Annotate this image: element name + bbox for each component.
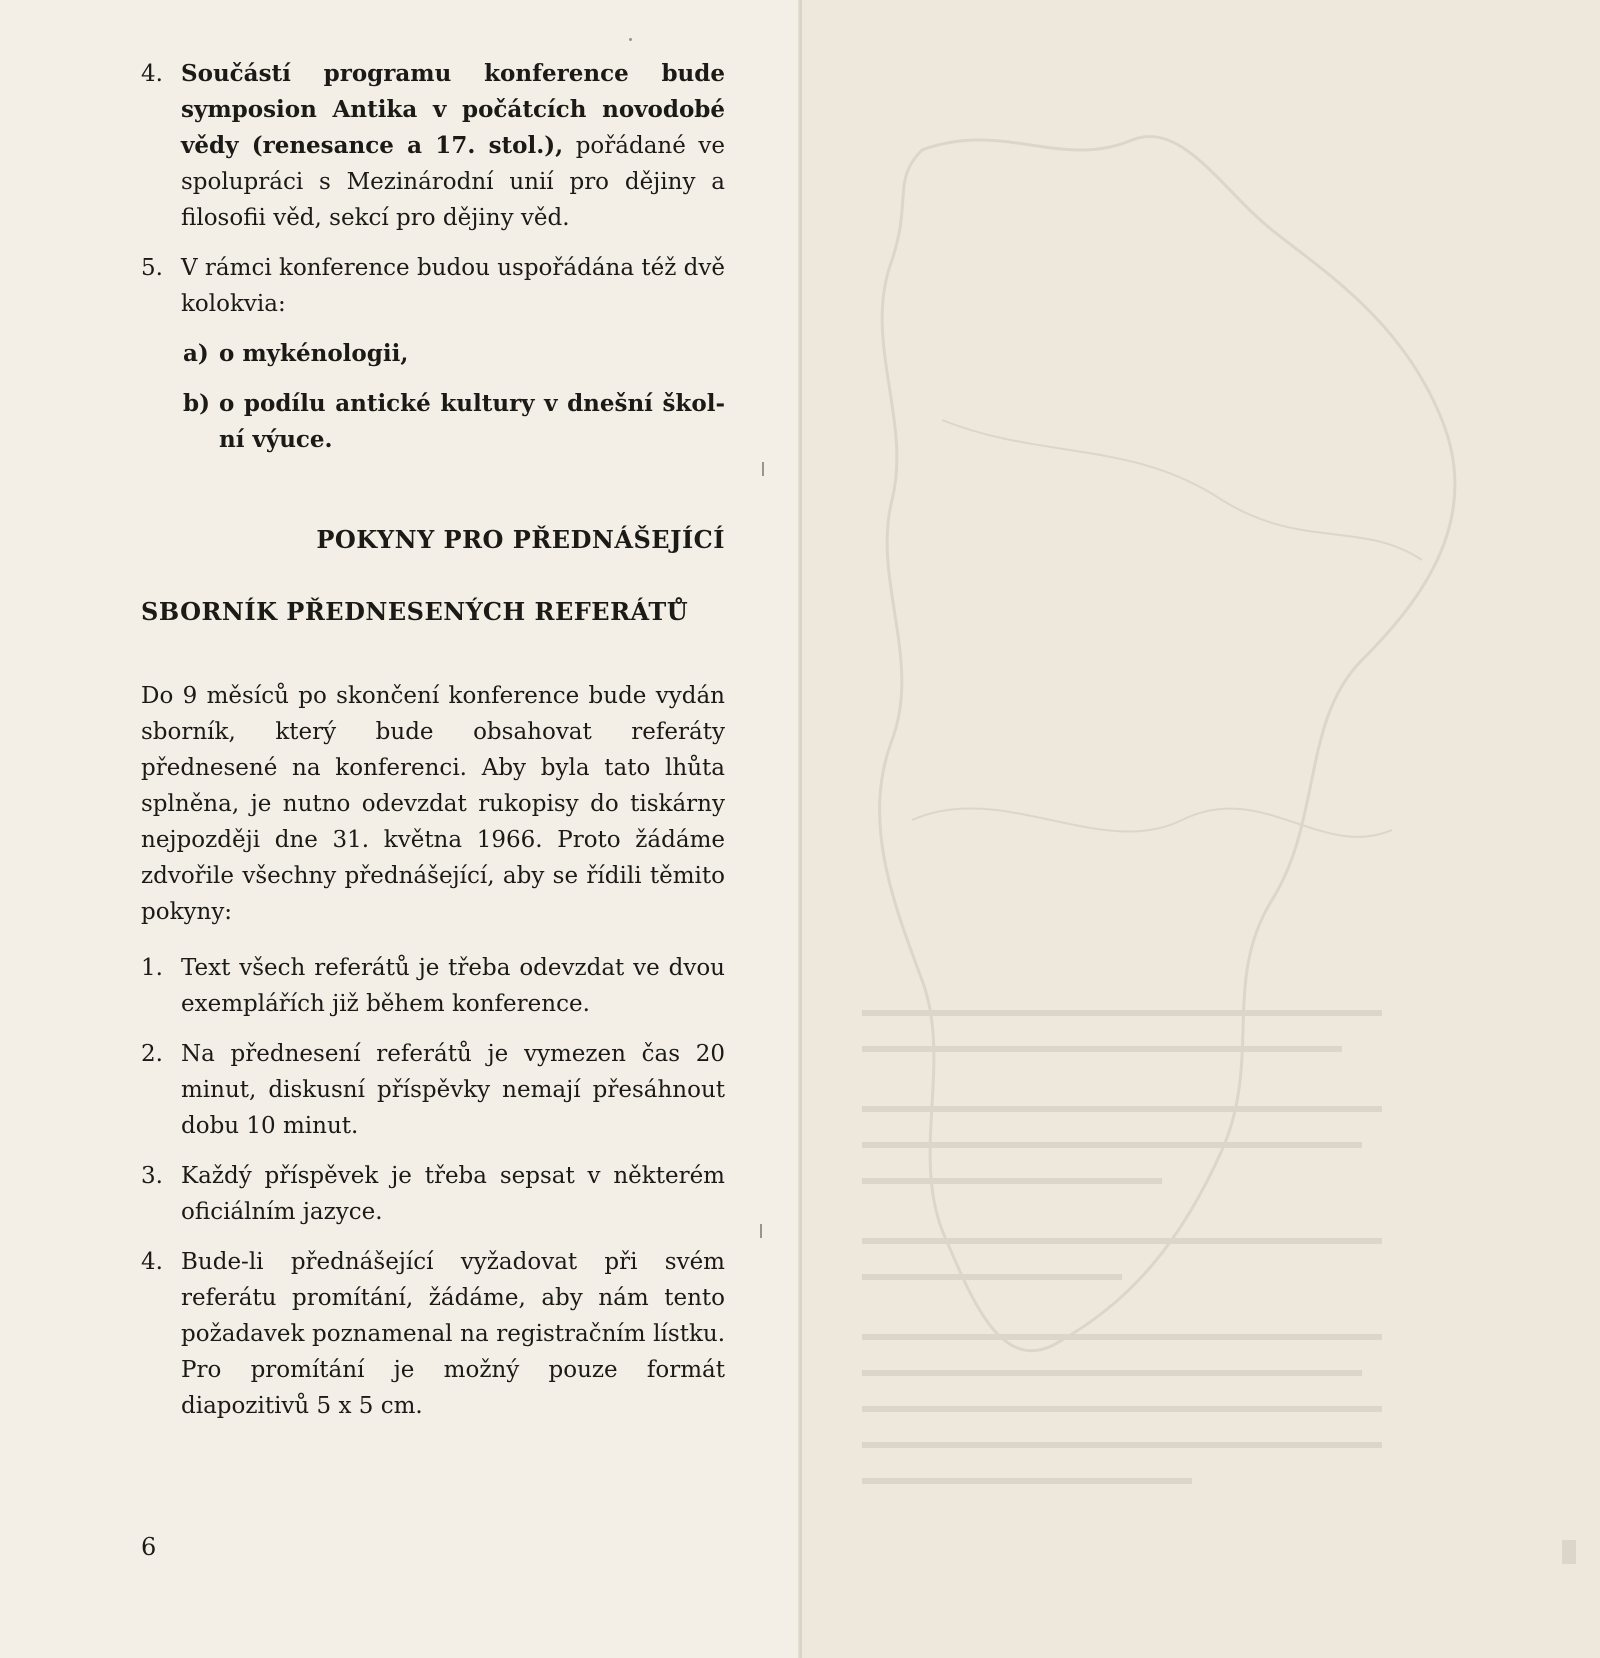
list-number: 4.: [141, 61, 163, 87]
rule-number: 3.: [141, 1163, 163, 1189]
colloquium-b: [141, 386, 725, 458]
colloquium-a-text: o mykénologii,: [219, 340, 409, 367]
symposium-detail: pořádané ve spolupráci s Mezinárodní unií pro dějiny a filosofii věd, sekcí pro dějiny věd.: [181, 133, 725, 231]
sub-label: a): [183, 340, 209, 367]
rule-item-4: [141, 1244, 725, 1424]
rule-item-3: [141, 1158, 725, 1230]
list-item-4: [141, 56, 725, 236]
colloquium-a: [141, 336, 725, 372]
rule-number: 2.: [141, 1041, 163, 1067]
left-page-content: [141, 56, 725, 1424]
show-through-map-shadow: [802, 0, 1600, 1658]
rule-number: 4.: [141, 1249, 163, 1275]
binding-mark: [762, 462, 764, 476]
right-page: [802, 0, 1600, 1658]
sub-label: b): [183, 390, 210, 417]
binding-mark: [760, 1224, 762, 1238]
rule-number: 1.: [141, 955, 163, 981]
rule-item-1: [141, 950, 725, 1022]
paper-speck: [629, 38, 632, 41]
rule-text: Každý příspěvek je třeba sepsat v některém oficiálním jazyce.: [181, 1163, 725, 1225]
colloquium-b-text: o podílu antické kultury v dnešní školní výuce.: [219, 390, 725, 453]
rule-text: Bude-li přednášející vyžadovat při svém referátu promítání, žádáme, aby nám tento požadavek poznamenal na registračním lístku. Pro promítání je možný pouze formát diapozitivů 5 x 5 cm.: [181, 1249, 725, 1419]
list-item-5: [141, 250, 725, 322]
rule-item-2: [141, 1036, 725, 1144]
heading-instructions: POKYNY PRO PŘEDNÁŠEJÍCÍ: [316, 525, 725, 554]
rule-text: Na přednesení referátů je vymezen čas 20 minut, diskusní příspěvky nemají přesáhnout dobu 10 minut.: [181, 1041, 725, 1139]
page-number: 6: [141, 1533, 157, 1561]
proceedings-paragraph: Do 9 měsíců po skončení konference bude vydán sborník, který bude obsahovat referáty přednesené na konferenci. Aby byla tato lhůta splněna, je nutno odevzdat rukopisy do tiskárny nejpozději dne 31. května 1966. Proto žádáme zdvořile všechny přednášející, aby se řídili těmito pokyny:: [141, 683, 725, 925]
list-number: 5.: [141, 255, 163, 281]
rule-text: Text všech referátů je třeba odevzdat ve dvou exemplářích již během konference.: [181, 955, 725, 1017]
heading-proceedings: SBORNÍK PŘEDNESENÝCH REFERÁTŮ: [141, 597, 689, 626]
colloquia-intro: V rámci konference budou uspořádána též dvě kolokvia:: [181, 255, 725, 317]
symposium-text: Součástí programu konference bude symposion Antika v počátcích novodobé vědy (renesance a 17. stol.),: [181, 60, 725, 159]
